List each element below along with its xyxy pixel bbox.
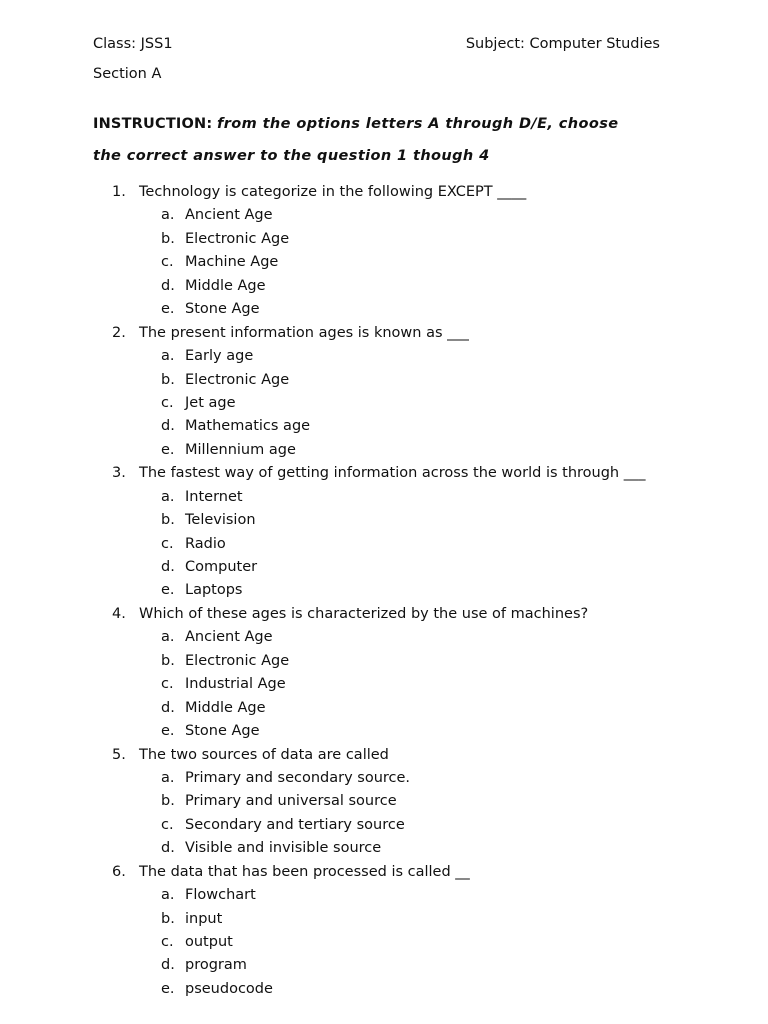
answer-option (112, 275, 712, 298)
answer-option (112, 814, 712, 837)
question-text: The data that has been processed is called __ (139, 863, 470, 880)
option-text: Radio (185, 535, 226, 552)
answer-option (112, 345, 712, 368)
option-text: Laptops (185, 582, 243, 599)
answer-option (112, 486, 712, 509)
answer-option (112, 439, 712, 462)
option-text: Visible and invisible source (185, 840, 382, 857)
option-letter: d. (161, 277, 175, 294)
option-text: Electronic Age (185, 230, 290, 247)
option-letter: e. (161, 582, 175, 599)
answer-option (112, 790, 712, 813)
option-letter: a. (161, 488, 175, 505)
question-number: 4. (112, 605, 126, 622)
option-letter: b. (161, 793, 175, 810)
option-letter: e. (161, 441, 175, 458)
option-text: input (185, 910, 223, 927)
option-text: Middle Age (185, 699, 266, 716)
option-letter: a. (161, 769, 175, 786)
answer-option (112, 204, 712, 227)
question-item (112, 744, 712, 861)
option-text: output (185, 934, 233, 950)
option-letter: a. (161, 629, 175, 646)
option-text: program (185, 957, 247, 974)
option-letter: a. (161, 348, 175, 365)
class-label: Class: JSS1 (93, 36, 173, 52)
option-letter: d. (161, 840, 175, 857)
option-letter: e. (161, 723, 175, 740)
option-text: Middle Age (185, 277, 266, 294)
answer-option (112, 908, 712, 931)
question-list (112, 181, 712, 1001)
option-letter: c. (161, 254, 174, 271)
option-text: Millennium age (185, 441, 296, 458)
question-item (112, 462, 712, 603)
question-item (112, 181, 712, 322)
option-text: Early age (185, 348, 254, 365)
instruction-block (93, 108, 638, 172)
option-letter: d. (161, 699, 175, 716)
question-text: The fastest way of getting information across the world is through ___ (139, 465, 646, 482)
question-stem (112, 861, 712, 884)
question-stem (112, 181, 712, 204)
option-text: Electronic Age (185, 652, 290, 669)
answer-option (112, 954, 712, 977)
section-title: Section A (93, 66, 162, 82)
option-text: Industrial Age (185, 676, 286, 693)
option-letter: c. (161, 535, 174, 552)
answer-option (112, 533, 712, 556)
question-number: 6. (112, 863, 126, 880)
answer-option (112, 298, 712, 321)
option-text: pseudocode (185, 980, 273, 997)
question-stem (112, 603, 712, 626)
instruction-text: from the options letters A through D/E, choose the correct answer to the question 1 though 4 (93, 116, 619, 164)
option-letter: c. (161, 394, 174, 411)
option-text: Stone Age (185, 723, 260, 740)
answer-option (112, 697, 712, 720)
option-text: Mathematics age (185, 418, 311, 435)
option-text: Computer (185, 559, 258, 575)
option-letter: b. (161, 512, 175, 529)
subject-label: Subject: Computer Studies (465, 36, 660, 52)
option-text: Television (185, 512, 256, 529)
option-letter: a. (161, 887, 175, 904)
question-stem (112, 744, 712, 767)
option-letter: d. (161, 957, 175, 974)
question-text: The two sources of data are called (139, 746, 389, 763)
option-text: Primary and universal source (185, 793, 397, 810)
question-number: 2. (112, 324, 126, 341)
option-text: Ancient Age (185, 207, 273, 224)
option-letter: c. (161, 934, 174, 950)
question-item (112, 861, 712, 1002)
question-number: 3. (112, 465, 126, 482)
question-item (112, 603, 712, 744)
option-letter: b. (161, 652, 175, 669)
question-item (112, 322, 712, 463)
option-text: Ancient Age (185, 629, 273, 646)
answer-option (112, 884, 712, 907)
page-header (93, 36, 660, 56)
option-letter: b. (161, 230, 175, 247)
option-text: Stone Age (185, 301, 260, 318)
option-text: Electronic Age (185, 371, 290, 388)
question-number: 1. (112, 184, 126, 200)
answer-option (112, 579, 712, 602)
option-letter: c. (161, 816, 174, 833)
option-letter: d. (161, 418, 175, 435)
option-text: Machine Age (185, 254, 279, 271)
answer-option (112, 650, 712, 673)
option-text: Flowchart (185, 887, 256, 904)
answer-option (112, 673, 712, 696)
answer-option (112, 556, 712, 579)
answer-option (112, 369, 712, 392)
option-text: Internet (185, 488, 243, 505)
question-stem (112, 322, 712, 345)
option-text: Primary and secondary source. (185, 769, 411, 786)
answer-option (112, 228, 712, 251)
option-text: Jet age (185, 394, 236, 411)
answer-option (112, 626, 712, 649)
answer-option (112, 509, 712, 532)
answer-option (112, 720, 712, 743)
question-text: The present information ages is known as ___ (139, 324, 469, 341)
instruction-label: INSTRUCTION: (93, 116, 213, 132)
option-letter: e. (161, 301, 175, 318)
answer-option (112, 392, 712, 415)
option-text: Secondary and tertiary source (185, 816, 405, 833)
answer-option (112, 931, 712, 954)
option-letter: c. (161, 676, 174, 693)
answer-option (112, 767, 712, 790)
question-text: Technology is categorize in the following EXCEPT ____ (139, 184, 527, 200)
option-letter: e. (161, 980, 175, 997)
answer-option (112, 251, 712, 274)
option-letter: b. (161, 371, 175, 388)
question-stem (112, 462, 712, 485)
answer-option (112, 978, 712, 1001)
answer-option (112, 837, 712, 860)
option-letter: a. (161, 207, 175, 224)
question-text: Which of these ages is characterized by the use of machines? (139, 605, 589, 622)
question-number: 5. (112, 746, 126, 763)
option-letter: b. (161, 910, 175, 927)
answer-option (112, 415, 712, 438)
option-letter: d. (161, 559, 175, 575)
